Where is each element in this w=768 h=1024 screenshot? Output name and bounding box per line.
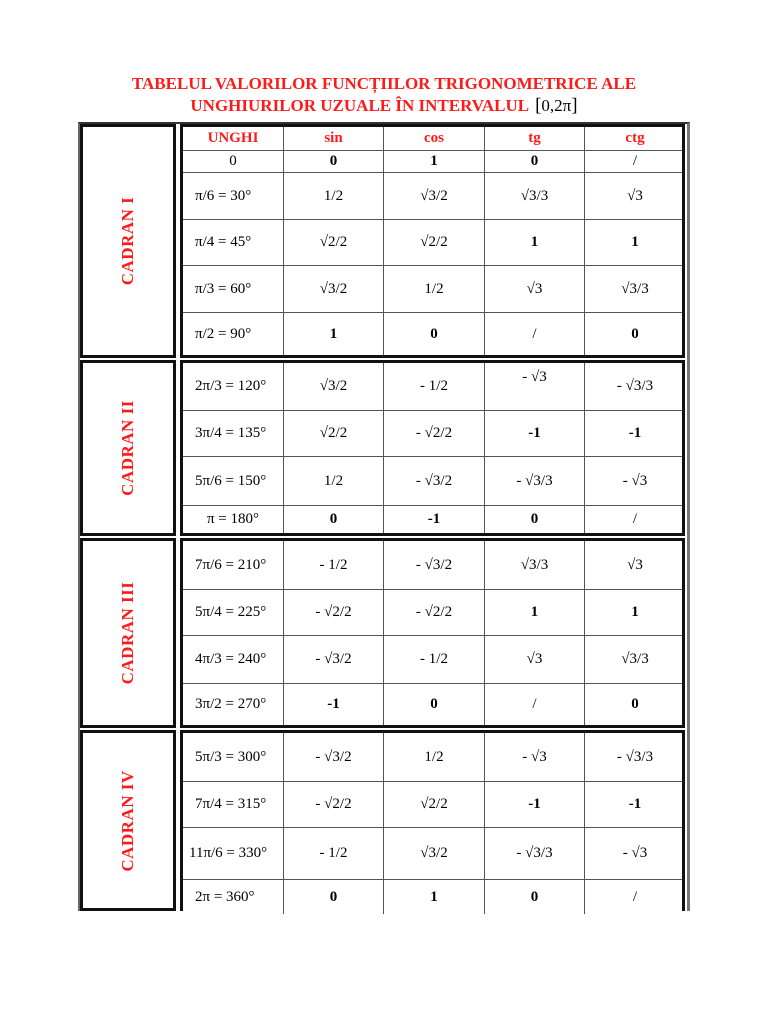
cos-cell: - √3/2 [384, 541, 485, 589]
quadrant-1-values [180, 124, 685, 358]
quadrant-label: CADRAN I [118, 196, 137, 286]
table-row [183, 410, 682, 456]
ctg-cell: 1 [631, 604, 639, 620]
tg-cell: -1 [485, 411, 585, 456]
tg-cell: √3/3 [485, 541, 585, 589]
ctg-cell: √3/3 [621, 651, 649, 667]
sin-cell: 1/2 [284, 457, 384, 505]
table-row [183, 363, 682, 410]
sin-cell: - √2/2 [284, 782, 384, 827]
header-sin: sin [284, 127, 384, 150]
table-row [183, 781, 682, 827]
ctg-cell: 0 [631, 696, 639, 712]
cos-cell: 1/2 [384, 266, 485, 312]
quadrant-4-label-cell [80, 730, 176, 911]
ctg-cell: / [632, 888, 638, 905]
cos-cell: √3/2 [384, 828, 485, 879]
angle-cell: π = 180° [183, 506, 284, 533]
cos-cell: - √2/2 [384, 411, 485, 456]
quadrant-label: CADRAN II [118, 400, 137, 496]
quadrant-2-values [180, 360, 685, 536]
table-row [183, 505, 682, 533]
cos-cell: √3/2 [384, 173, 485, 219]
cos-cell: 0 [384, 684, 485, 725]
sin-cell: 0 [284, 151, 384, 172]
page-subtitle [0, 95, 768, 117]
table-row [183, 456, 682, 505]
ctg-cell: - √3/3 [616, 748, 654, 765]
cos-cell: -1 [384, 506, 485, 533]
angle-cell: π/6 = 30° [183, 173, 284, 219]
tg-cell: 1 [485, 590, 585, 635]
header-tg: tg [485, 127, 585, 150]
angle-cell: 4π/3 = 240° [183, 636, 284, 683]
tg-cell: -1 [485, 782, 585, 827]
header-row [183, 127, 682, 150]
header-angle: UNGHI [183, 127, 284, 150]
angle-cell: 2π/3 = 120° [183, 363, 284, 410]
angle-cell: 0 [183, 151, 284, 172]
ctg-cell: 1 [631, 234, 639, 250]
sin-cell: √2/2 [284, 220, 384, 265]
tg-cell: / [485, 313, 585, 355]
quadrant-label: CADRAN IV [118, 769, 137, 872]
ctg-cell: -1 [628, 796, 642, 812]
sin-cell: √2/2 [284, 411, 384, 456]
sin-cell: -1 [284, 684, 384, 725]
table-row [183, 265, 682, 312]
table-row [183, 541, 682, 589]
tg-cell: - √3/3 [485, 828, 585, 879]
angle-cell: 5π/6 = 150° [183, 457, 284, 505]
header-cos: cos [384, 127, 485, 150]
tg-cell: 0 [485, 506, 585, 533]
ctg-cell: / [632, 511, 638, 527]
sin-cell: 1/2 [284, 173, 384, 219]
quadrant-3-values [180, 538, 685, 728]
angle-cell: 3π/4 = 135° [183, 411, 284, 456]
tg-cell: √3 [485, 266, 585, 312]
cos-cell: 1 [384, 880, 485, 914]
table-row [183, 589, 682, 635]
quadrant-2-label-cell [80, 360, 176, 536]
angle-cell: 11π/6 = 330° [183, 828, 284, 879]
ctg-cell: / [632, 153, 638, 169]
sin-cell: - √3/2 [284, 636, 384, 683]
table-row [183, 733, 682, 781]
tg-cell: - √3 [485, 363, 585, 410]
interval-notation: [0,2π] [535, 95, 578, 116]
sin-cell: 0 [284, 880, 384, 914]
tg-cell: 0 [485, 151, 585, 172]
table-row [183, 312, 682, 355]
sin-cell: 1 [284, 313, 384, 355]
tg-cell: √3 [485, 636, 585, 683]
angle-cell: 5π/4 = 225° [183, 590, 284, 635]
angle-cell: 5π/3 = 300° [183, 733, 284, 781]
sin-cell: - √3/2 [284, 733, 384, 781]
cos-cell: √2/2 [384, 220, 485, 265]
table-row [183, 172, 682, 219]
ctg-cell: √3 [627, 556, 643, 573]
ctg-cell: -1 [628, 425, 642, 441]
ctg-cell: - √3 [622, 472, 648, 489]
cos-cell: 1 [384, 151, 485, 172]
quadrant-label: CADRAN III [118, 581, 137, 685]
angle-cell: π/3 = 60° [183, 266, 284, 312]
angle-cell: 7π/6 = 210° [183, 541, 284, 589]
angle-cell: π/2 = 90° [183, 313, 284, 355]
table-row [183, 879, 682, 914]
table-row [183, 150, 682, 172]
ctg-cell: √3/3 [621, 280, 649, 297]
tg-cell: - √3/3 [485, 457, 585, 505]
quadrant-4-values [180, 730, 685, 911]
cos-cell: - 1/2 [384, 363, 485, 410]
ctg-cell: - √3/3 [616, 378, 654, 394]
cos-cell: 0 [384, 313, 485, 355]
cos-cell: - √2/2 [384, 590, 485, 635]
angle-cell: 2π = 360° [183, 880, 284, 914]
sin-cell: √3/2 [284, 266, 384, 312]
trig-table [78, 122, 690, 911]
angle-cell: π/4 = 45° [183, 220, 284, 265]
cos-cell: 1/2 [384, 733, 485, 781]
angle-cell: 3π/2 = 270° [183, 684, 284, 725]
cos-cell: - √3/2 [384, 457, 485, 505]
subtitle-text: UNGHIURILOR UZUALE ÎN INTERVALUL [190, 96, 530, 115]
tg-cell: / [485, 684, 585, 725]
header-ctg: ctg [625, 130, 645, 146]
ctg-cell: √3 [627, 187, 643, 204]
table-row [183, 635, 682, 683]
tg-cell: - √3 [485, 733, 585, 781]
table-row [183, 219, 682, 265]
ctg-cell: - √3 [622, 845, 648, 861]
tg-cell: 1 [485, 220, 585, 265]
quadrant-3-label-cell [80, 538, 176, 728]
quadrant-1-label-cell [80, 124, 176, 358]
sin-cell: - 1/2 [284, 541, 384, 589]
cos-cell: √2/2 [384, 782, 485, 827]
sin-cell: √3/2 [284, 363, 384, 410]
table-row [183, 827, 682, 879]
cos-cell: - 1/2 [384, 636, 485, 683]
sin-cell: - √2/2 [284, 590, 384, 635]
angle-cell: 7π/4 = 315° [183, 782, 284, 827]
tg-cell: √3/3 [485, 173, 585, 219]
tg-cell: 0 [485, 880, 585, 914]
ctg-cell: 0 [631, 325, 639, 342]
sin-cell: - 1/2 [284, 828, 384, 879]
sin-cell: 0 [284, 506, 384, 533]
page-title: TABELUL VALORILOR FUNCȚIILOR TRIGONOMETRICE ALE [131, 74, 637, 93]
table-row [183, 683, 682, 725]
